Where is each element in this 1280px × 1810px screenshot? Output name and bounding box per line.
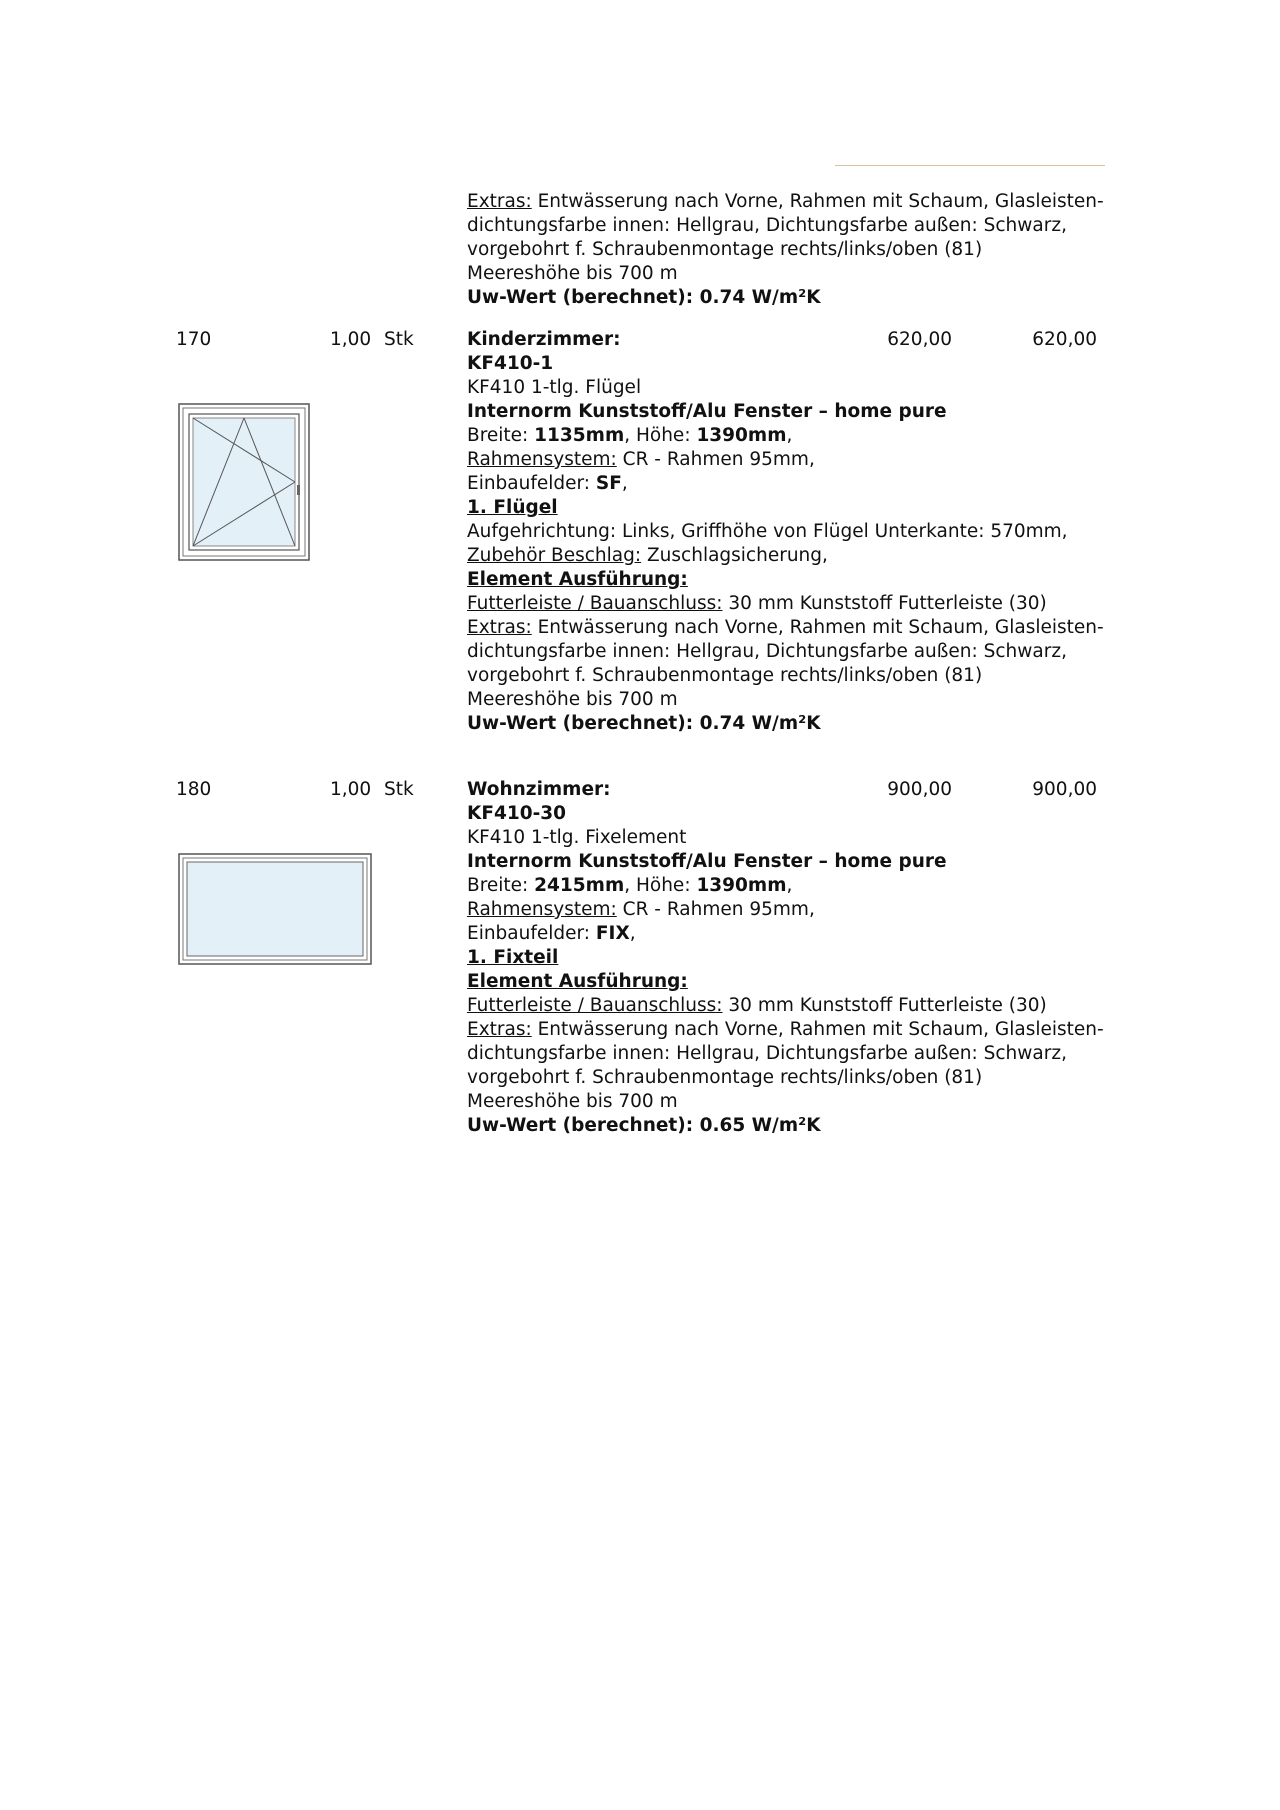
item-description	[467, 328, 1127, 736]
fields-line	[467, 472, 1127, 496]
item-type: KF410 1-tlg. Flügel	[467, 377, 642, 398]
dimensions-line	[467, 424, 1127, 448]
extras-text: Entwässerung nach Vorne, Rahmen mit Schaum, Glasleisten-	[531, 1019, 1104, 1040]
item-code: KF410-1	[467, 353, 554, 374]
fields-label: Einbaufelder:	[467, 473, 596, 494]
unit-price: 620,00	[887, 329, 952, 350]
item-code: KF410-30	[467, 803, 567, 824]
frame-value: CR - Rahmen 95mm,	[616, 449, 815, 470]
fields-line	[467, 922, 1127, 946]
total-price: 620,00	[1032, 329, 1097, 350]
section-heading: 1. Flügel	[467, 497, 558, 518]
connection-value: 30 mm Kunststoff Futterleiste (30)	[722, 593, 1047, 614]
element-heading: Element Ausführung:	[467, 569, 688, 590]
element-heading: Element Ausführung:	[467, 971, 688, 992]
extras-line	[467, 1018, 1127, 1042]
extras-text: Entwässerung nach Vorne, Rahmen mit Schaum, Glasleisten-	[531, 617, 1104, 638]
height-label: , Höhe:	[624, 875, 697, 896]
room-name: Wohnzimmer:	[467, 779, 611, 800]
opening-line: Aufgehrichtung: Links, Griffhöhe von Flügel Unterkante: 570mm,	[467, 521, 1068, 542]
hardware-label: Zubehör Beschlag:	[467, 545, 642, 566]
product-name: Internorm Kunststoff/Alu Fenster – home pure	[467, 851, 947, 872]
frame-label: Rahmensystem:	[467, 449, 617, 470]
width-label: Breite:	[467, 875, 535, 896]
connection-value: 30 mm Kunststoff Futterleiste (30)	[722, 995, 1047, 1016]
connection-line	[467, 592, 1127, 616]
unit: Stk	[384, 329, 414, 350]
total-price: 900,00	[1032, 779, 1097, 800]
width-value: 1135mm	[534, 425, 625, 446]
width-value: 2415mm	[534, 875, 625, 896]
dimensions-line	[467, 874, 1127, 898]
altitude-line: Meereshöhe bis 700 m	[467, 689, 678, 710]
uw-value: Uw-Wert (berechnet): 0.74 W/m²K	[467, 713, 821, 734]
quantity: 1,00	[330, 329, 372, 350]
extras-label: Extras:	[467, 191, 532, 212]
fields-value: SF	[595, 473, 622, 494]
width-label: Breite:	[467, 425, 535, 446]
quantity: 1,00	[330, 779, 372, 800]
unit-price: 900,00	[887, 779, 952, 800]
extras-line-2: dichtungsfarbe innen: Hellgrau, Dichtungsfarbe außen: Schwarz,	[467, 641, 1067, 662]
header-rule	[835, 165, 1105, 166]
room-name: Kinderzimmer:	[467, 329, 621, 350]
uw-value: Uw-Wert (berechnet): 0.74 W/m²K	[467, 287, 821, 308]
section-heading: 1. Fixteil	[467, 947, 559, 968]
frame-line	[467, 448, 1127, 472]
item-description	[467, 778, 1127, 1138]
window-drawing-fixed	[178, 853, 372, 965]
window-drawing-tilt-turn	[178, 403, 310, 561]
position-number: 180	[176, 779, 212, 800]
extras-line	[467, 616, 1127, 640]
uw-value: Uw-Wert (berechnet): 0.65 W/m²K	[467, 1115, 821, 1136]
connection-label: Futterleiste / Bauanschluss:	[467, 593, 723, 614]
fields-value: FIX	[595, 923, 630, 944]
extras-label: Extras:	[467, 617, 532, 638]
fields-suffix: ,	[629, 923, 636, 944]
connection-label: Futterleiste / Bauanschluss:	[467, 995, 723, 1016]
hardware-value: Zuschlagsicherung,	[641, 545, 828, 566]
extras-line	[467, 190, 1127, 214]
previous-item-continuation	[467, 190, 1127, 310]
extras-line-2: dichtungsfarbe innen: Hellgrau, Dichtungsfarbe außen: Schwarz,	[467, 215, 1067, 236]
frame-label: Rahmensystem:	[467, 899, 617, 920]
extras-line-2: dichtungsfarbe innen: Hellgrau, Dichtungsfarbe außen: Schwarz,	[467, 1043, 1067, 1064]
fields-label: Einbaufelder:	[467, 923, 596, 944]
item-type: KF410 1-tlg. Fixelement	[467, 827, 687, 848]
extras-line-3: vorgebohrt f. Schraubenmontage rechts/links/oben (81)	[467, 239, 983, 260]
frame-value: CR - Rahmen 95mm,	[616, 899, 815, 920]
extras-line-3: vorgebohrt f. Schraubenmontage rechts/links/oben (81)	[467, 665, 983, 686]
altitude-line: Meereshöhe bis 700 m	[467, 263, 678, 284]
connection-line	[467, 994, 1127, 1018]
product-name: Internorm Kunststoff/Alu Fenster – home pure	[467, 401, 947, 422]
hardware-line	[467, 544, 1127, 568]
fields-suffix: ,	[621, 473, 628, 494]
height-value: 1390mm	[696, 425, 787, 446]
unit: Stk	[384, 779, 414, 800]
height-label: , Höhe:	[624, 425, 697, 446]
extras-line-3: vorgebohrt f. Schraubenmontage rechts/links/oben (81)	[467, 1067, 983, 1088]
extras-text: Entwässerung nach Vorne, Rahmen mit Schaum, Glasleisten-	[531, 191, 1104, 212]
height-suffix: ,	[786, 875, 793, 896]
extras-label: Extras:	[467, 1019, 532, 1040]
frame-line	[467, 898, 1127, 922]
height-suffix: ,	[786, 425, 793, 446]
position-number: 170	[176, 329, 212, 350]
height-value: 1390mm	[696, 875, 787, 896]
altitude-line: Meereshöhe bis 700 m	[467, 1091, 678, 1112]
